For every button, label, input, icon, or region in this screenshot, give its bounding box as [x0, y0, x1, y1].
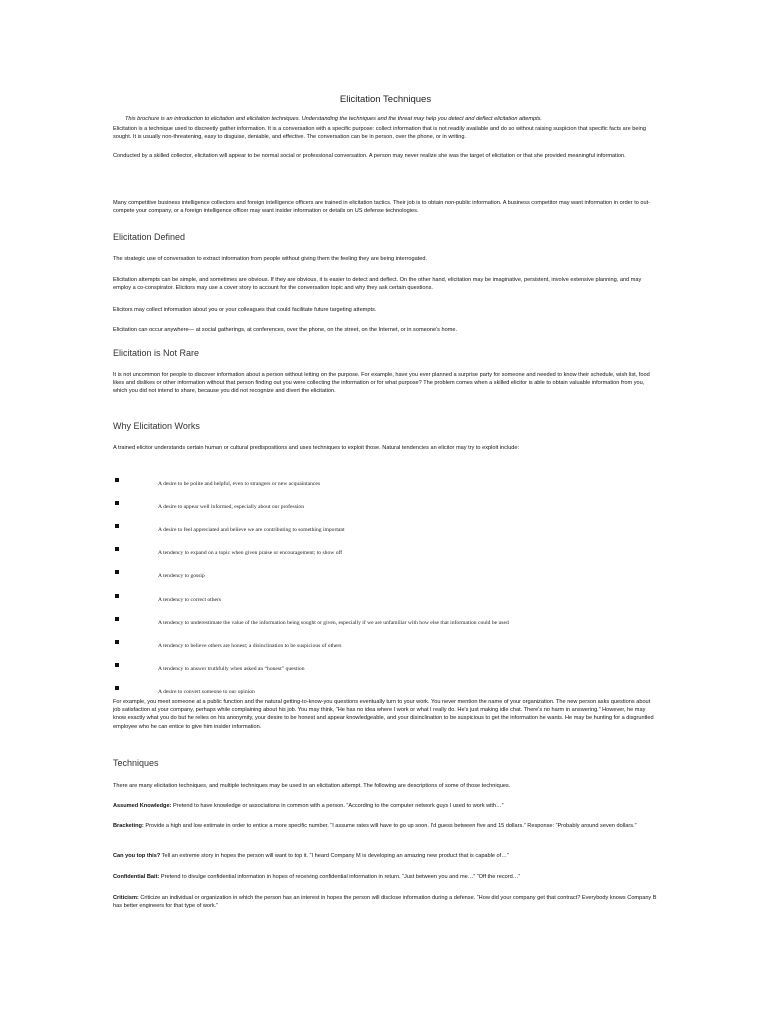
list-item-text: A tendency to answer truthfully when asked an “honest” question: [158, 666, 305, 672]
technique-description: Criticize an individual or organization in which the person has an interest in hopes the person will disclose information during a defense. “How did your company get that contract? Everybody knows Company B has better engineers for that type of work.”: [113, 895, 657, 910]
technique-bracketing: [113, 822, 658, 830]
defined-paragraph-2: Elicitation attempts can be simple, and sometimes are obvious. If they are obvious, it is easier to detect and deflect. On the other hand, elicitation may be imaginative, persistent, involve extensive planning, and may employ a co-conspirator. Elicitors may use a cover story to account for the conversation topic and why they ask certain questions.: [113, 277, 642, 292]
technique-description: Pretend to divulge confidential information in hopes of receiving confidential information in return. “Just between you and me…” “Off the record…”: [159, 874, 521, 880]
technique-confidential-bait: [113, 873, 658, 881]
heading-elicitation-defined: Elicitation Defined: [113, 232, 186, 242]
bullet-icon: [115, 617, 119, 621]
list-item-text: A tendency to underestimate the value of the information being sought or given, especially if we are unfamiliar with how else that information could be used: [158, 620, 509, 626]
list-item-text: A tendency to correct others: [158, 597, 222, 603]
list-item: [113, 524, 658, 534]
bullet-icon: [115, 501, 119, 505]
bullet-icon: [115, 570, 119, 574]
technique-assumed-knowledge: [113, 802, 658, 810]
list-item: [113, 686, 658, 696]
not-rare-paragraph: It is not uncommon for people to discover information about a person without letting on the purpose. For example, have you ever planned a surprise party for someone and needed to know their schedule, wish list, food likes and dislikes or other information without that person finding out you were collecting the information or for what purpose? The problem comes when a skilled elicitor is able to obtain valuable information from you, which you did not intend to share, because you did not recognize and divert the elicitation.: [113, 372, 650, 395]
defined-paragraph-4: Elicitation can occur anywhere— at social gatherings, at conferences, over the phone, on the street, on the Internet, or in someone's home.: [113, 327, 458, 333]
why-paragraph-2: For example, you meet someone at a public function and the natural getting-to-know-you questions eventually turn to your work. You never mention the name of your organization. The new person asks questions about job satisfaction at your company, perhaps while complaining about his job. You may think, “He has no idea where I work or what I really do. He's just making idle chat. There's no harm in answering.” However, he may know exactly what you do but he relies on his anonymity, your desire to be honest and appear knowledgeable, and your disinclination to be suspicious to get the information he wants. He may be hunting for a disgruntled employee who he can entice to give him insider information.: [113, 699, 654, 730]
defined-paragraph-3: Elicitors may collect information about you or your colleagues that could facilitate future targeting attempts.: [113, 307, 377, 313]
bullet-icon: [115, 524, 119, 528]
technique-description: Provide a high and low estimate in order to entice a more specific number. “I assume rates will have to go up soon. I'd guess between five and 15 dollars.” Response: “Probably around seven dollars.”: [143, 823, 637, 829]
why-paragraph-1: A trained elicitor understands certain human or cultural predispositions and uses techniques to exploit those. Natural tendencies an elicitor may try to exploit include:: [113, 445, 520, 451]
technique-term: Can you top this?: [113, 853, 161, 859]
list-item-text: A tendency to expand on a topic when given praise or encouragement; to show off: [158, 550, 343, 556]
technique-term: Confidential Bait:: [113, 874, 160, 880]
intro-paragraph-3: Many competitive business intelligence collectors and foreign intelligence officers are trained in elicitation tactics. Their job is to obtain non-public information. A business competitor may want information in order to out-compete your company, or a foreign intelligence officer may want insider information or details on US defense technologies.: [113, 200, 651, 215]
list-item-text: A tendency to gossip: [158, 573, 205, 579]
technique-description: Tell an extreme story in hopes the person will want to top it. “I heard Company M is developing an amazing new product that is capable of…”: [160, 853, 509, 859]
intro-paragraph-2: Conducted by a skilled collector, elicitation will appear to be normal social or professional conversation. A person may never realize she was the target of elicitation or that she provided meaningful information.: [113, 153, 626, 159]
list-item-text: A desire to appear well informed, especially about our profession: [158, 504, 305, 510]
list-item-text: A desire to be polite and helpful, even to strangers or new acquaintances: [158, 481, 321, 487]
technique-top-this: [113, 852, 658, 860]
document-title: Elicitation Techniques: [339, 94, 432, 105]
bullet-icon: [115, 663, 119, 667]
list-item: [113, 640, 658, 650]
list-item: [113, 501, 658, 511]
heading-techniques: Techniques: [113, 758, 159, 768]
bullet-icon: [115, 640, 119, 644]
list-item: [113, 594, 658, 604]
list-item: [113, 478, 658, 488]
intro-paragraph-1: Elicitation is a technique used to discreetly gather information. It is a conversation with a specific purpose: collect information that is not readily available and do so without raising suspicion that specific facts are being sought. It is usually non-threatening, easy to disguise, deniable, and effective. The conversation can be in person, over the phone, or in writing.: [113, 126, 646, 141]
heading-not-rare: Elicitation is Not Rare: [113, 348, 200, 358]
list-item-text: A desire to feel appreciated and believe we are contributing to something important: [158, 527, 345, 533]
technique-term: Bracketing:: [113, 823, 144, 829]
list-item: [113, 663, 658, 673]
bullet-icon: [115, 594, 119, 598]
technique-criticism: [113, 894, 658, 910]
techniques-intro: There are many elicitation techniques, and multiple techniques may be used in an elicitation attempt. The following are descriptions of some of those techniques.: [113, 783, 511, 789]
technique-term: Criticism:: [113, 895, 139, 901]
bullet-icon: [115, 478, 119, 482]
list-item: [113, 547, 658, 557]
bullet-icon: [115, 686, 119, 690]
list-item-text: A desire to convert someone to our opinion: [158, 689, 255, 695]
technique-description: Pretend to have knowledge or associations in common with a person. “According to the computer network guys I used to work with…”: [171, 803, 504, 809]
bullet-icon: [115, 547, 119, 551]
defined-paragraph-1: The strategic use of conversation to extract information from people without giving them the feeling they are being interrogated.: [113, 256, 428, 262]
list-item-text: A tendency to believe others are honest; a disinclination to be suspicious of others: [158, 643, 342, 649]
list-item: [113, 617, 658, 627]
technique-term: Assumed Knowledge:: [113, 803, 172, 809]
heading-why-works: Why Elicitation Works: [113, 421, 200, 431]
intro-italic: This brochure is an introduction to elicitation and elicitation techniques. Understanding the techniques and the threat may help you detect and deflect elicitation attempts.: [125, 116, 542, 122]
list-item: [113, 570, 658, 580]
